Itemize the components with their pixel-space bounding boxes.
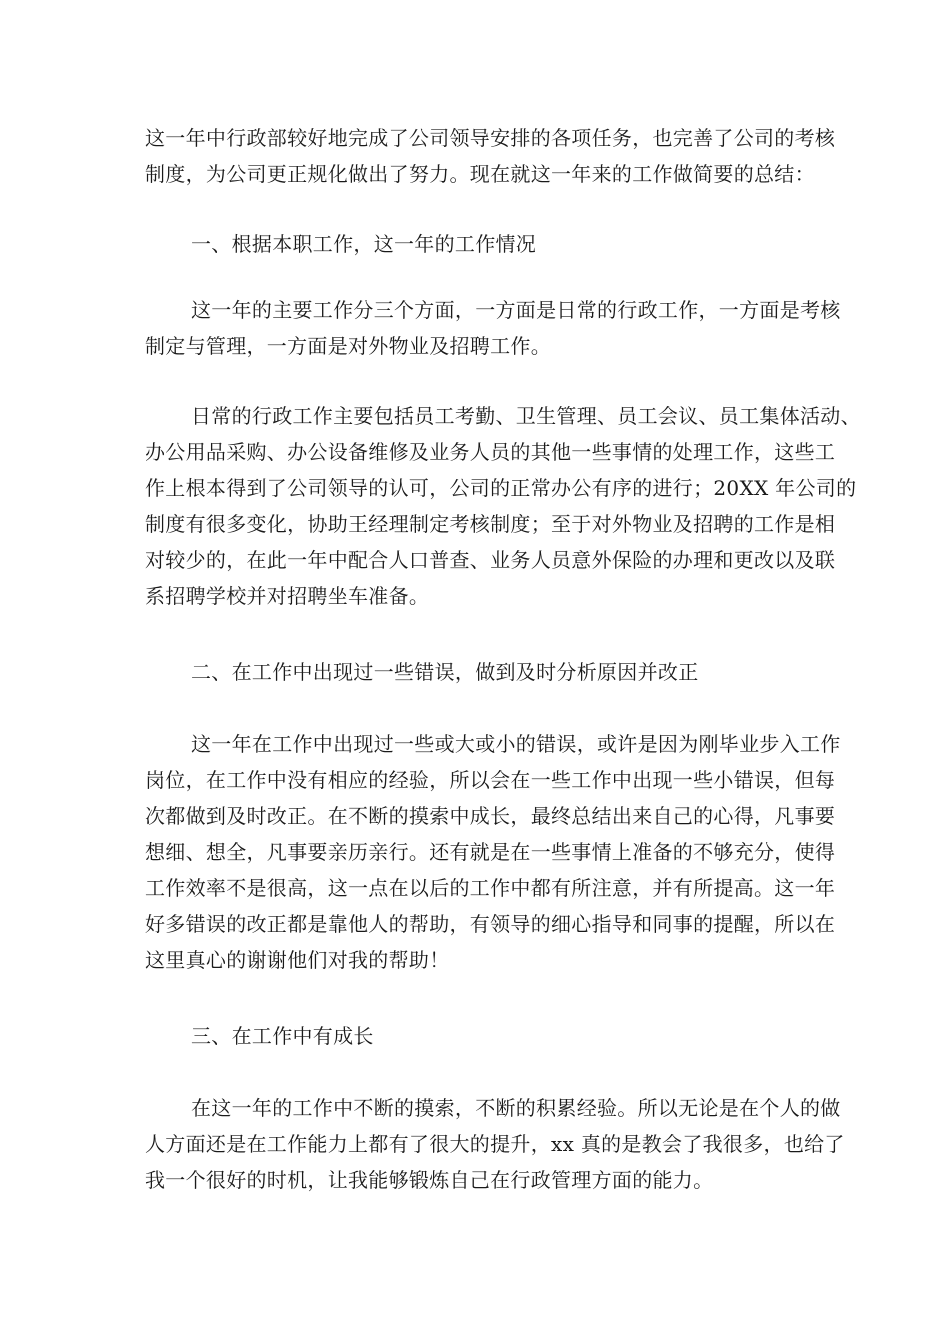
text-line: 这一年的主要工作分三个方面，一方面是日常的行政工作，一方面是考核 <box>191 298 841 322</box>
section-heading-3 <box>145 1018 825 1054</box>
text-line: 制度，为公司更正规化做出了努力。现在就这一年来的工作做简要的总结： <box>145 162 815 186</box>
section1-paragraph-1 <box>145 292 841 364</box>
text-line: 日常的行政工作主要包括员工考勤、卫生管理、员工会议、员工集体活动、 <box>191 404 861 428</box>
heading-text: 二、在工作中出现过一些错误，做到及时分析原因并改正 <box>191 660 699 684</box>
text-line: 好多错误的改正都是靠他人的帮助，有领导的细心指导和同事的提醒，所以在 <box>145 912 836 936</box>
text-line: 工作效率不是很高，这一点在以后的工作中都有所注意，并有所提高。这一年 <box>145 876 836 900</box>
text-line: 我一个很好的时机，让我能够锻炼自己在行政管理方面的能力。 <box>145 1168 714 1192</box>
text-line: 对较少的，在此一年中配合人口普查、业务人员意外保险的办理和更改以及联 <box>145 548 836 572</box>
heading-text: 三、在工作中有成长 <box>191 1024 374 1048</box>
text-line: 想细、想全，凡事要亲历亲行。还有就是在一些事情上准备的不够充分，使得 <box>145 840 836 864</box>
text-line: 这里真心的谢谢他们对我的帮助！ <box>145 948 450 972</box>
text-line: 办公用品采购、办公设备维修及业务人员的其他一些事情的处理工作，这些工 <box>145 440 836 464</box>
section2-paragraph-1 <box>145 726 841 978</box>
heading-text: 一、根据本职工作，这一年的工作情况 <box>191 232 537 256</box>
text-line: 岗位，在工作中没有相应的经验，所以会在一些工作中出现一些小错误，但每 <box>145 768 836 792</box>
text-line: 制定与管理，一方面是对外物业及招聘工作。 <box>145 334 551 358</box>
text-line: 制度有很多变化，协助王经理制定考核制度；至于对外物业及招聘的工作是相 <box>145 512 836 536</box>
text-line: 作上根本得到了公司领导的认可，公司的正常办公有序的进行；20XX 年公司的 <box>145 476 857 500</box>
intro-paragraph <box>145 120 836 192</box>
text-line: 这一年在工作中出现过一些或大或小的错误，或许是因为刚毕业步入工作 <box>191 732 841 756</box>
text-line: 在这一年的工作中不断的摸索，不断的积累经验。所以无论是在个人的做 <box>191 1096 841 1120</box>
section-heading-1 <box>145 226 825 262</box>
section1-paragraph-2 <box>145 398 861 614</box>
text-line: 这一年中行政部较好地完成了公司领导安排的各项任务，也完善了公司的考核 <box>145 126 836 150</box>
text-line: 系招聘学校并对招聘坐车准备。 <box>145 584 430 608</box>
text-line: 人方面还是在工作能力上都有了很大的提升，xx 真的是教会了我很多，也给了 <box>145 1132 845 1156</box>
text-line: 次都做到及时改正。在不断的摸索中成长，最终总结出来自己的心得，凡事要 <box>145 804 836 828</box>
section-heading-2 <box>145 654 825 690</box>
section3-paragraph-1 <box>145 1090 845 1198</box>
